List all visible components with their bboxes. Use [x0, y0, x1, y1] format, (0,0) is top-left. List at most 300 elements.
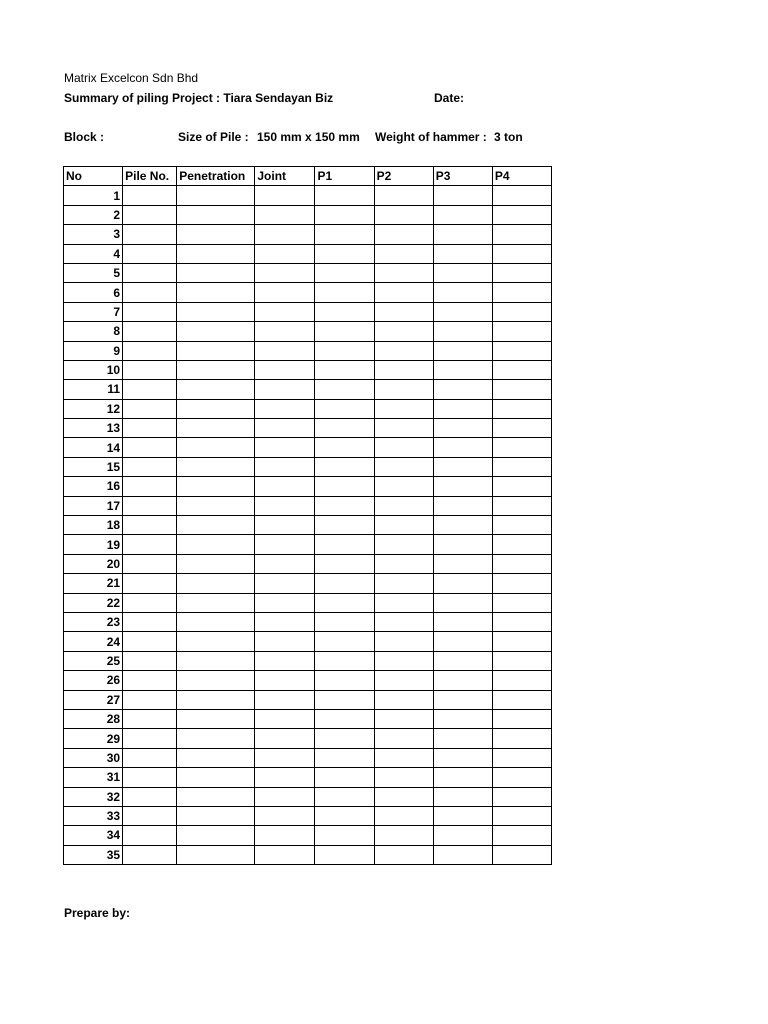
p2-cell [374, 826, 433, 845]
column-header-p4: P4 [492, 167, 551, 186]
joint-cell [255, 690, 315, 709]
row-number-cell: 34 [64, 826, 123, 845]
p4-cell [492, 399, 551, 418]
penetration-cell [177, 496, 255, 515]
p4-cell [492, 244, 551, 263]
table-row [64, 535, 552, 554]
p1-cell [315, 690, 374, 709]
p1-cell [315, 380, 374, 399]
penetration-cell [177, 244, 255, 263]
p4-cell [492, 826, 551, 845]
penetration-cell [177, 283, 255, 302]
p3-cell [433, 457, 492, 476]
p4-cell [492, 186, 551, 205]
p4-cell [492, 457, 551, 476]
p2-cell [374, 671, 433, 690]
p4-cell [492, 671, 551, 690]
p2-cell [374, 593, 433, 612]
column-header-joint: Joint [255, 167, 315, 186]
pile-no-cell [123, 612, 177, 631]
table-row [64, 186, 552, 205]
table-row [64, 477, 552, 496]
pile-no-cell [123, 574, 177, 593]
table-row [64, 826, 552, 845]
penetration-cell [177, 554, 255, 573]
penetration-cell [177, 419, 255, 438]
p4-cell [492, 360, 551, 379]
row-number-cell: 17 [64, 496, 123, 515]
p2-cell [374, 496, 433, 515]
pile-no-cell [123, 322, 177, 341]
pile-no-cell [123, 671, 177, 690]
penetration-cell [177, 477, 255, 496]
table-row [64, 516, 552, 535]
table-row [64, 205, 552, 224]
table-row [64, 263, 552, 282]
table-row [64, 360, 552, 379]
p3-cell [433, 671, 492, 690]
block-label: Block : [64, 130, 105, 144]
p2-cell [374, 651, 433, 670]
table-row [64, 496, 552, 515]
joint-cell [255, 787, 315, 806]
row-number-cell: 10 [64, 360, 123, 379]
row-number-cell: 16 [64, 477, 123, 496]
penetration-cell [177, 612, 255, 631]
penetration-cell [177, 322, 255, 341]
joint-cell [255, 341, 315, 360]
column-header-no: No [64, 167, 123, 186]
p1-cell [315, 806, 374, 825]
table-row [64, 632, 552, 651]
pile-no-cell [123, 787, 177, 806]
row-number-cell: 9 [64, 341, 123, 360]
pile-no-cell [123, 283, 177, 302]
hammer-weight-label: Weight of hammer : [375, 130, 487, 144]
table-row [64, 457, 552, 476]
row-number-cell: 7 [64, 302, 123, 321]
row-number-cell: 32 [64, 787, 123, 806]
p4-cell [492, 806, 551, 825]
joint-cell [255, 302, 315, 321]
pile-size-label: Size of Pile : [178, 130, 249, 144]
joint-cell [255, 360, 315, 379]
penetration-cell [177, 399, 255, 418]
p1-cell [315, 186, 374, 205]
company-name: Matrix Excelcon Sdn Bhd [64, 71, 199, 85]
p3-cell [433, 438, 492, 457]
p3-cell [433, 729, 492, 748]
row-number-cell: 3 [64, 225, 123, 244]
p2-cell [374, 690, 433, 709]
joint-cell [255, 826, 315, 845]
p2-cell [374, 516, 433, 535]
row-number-cell: 14 [64, 438, 123, 457]
penetration-cell [177, 709, 255, 728]
penetration-cell [177, 341, 255, 360]
p1-cell [315, 729, 374, 748]
row-number-cell: 5 [64, 263, 123, 282]
pile-no-cell [123, 845, 177, 864]
row-number-cell: 28 [64, 709, 123, 728]
row-number-cell: 24 [64, 632, 123, 651]
p4-cell [492, 263, 551, 282]
table-row [64, 380, 552, 399]
penetration-cell [177, 651, 255, 670]
pile-no-cell [123, 729, 177, 748]
p3-cell [433, 651, 492, 670]
p3-cell [433, 709, 492, 728]
row-number-cell: 20 [64, 554, 123, 573]
pile-no-cell [123, 593, 177, 612]
p4-cell [492, 419, 551, 438]
row-number-cell: 19 [64, 535, 123, 554]
p3-cell [433, 806, 492, 825]
penetration-cell [177, 186, 255, 205]
piling-summary-table [63, 166, 552, 865]
row-number-cell: 13 [64, 419, 123, 438]
column-header-penetration: Penetration [177, 167, 255, 186]
joint-cell [255, 574, 315, 593]
penetration-cell [177, 438, 255, 457]
joint-cell [255, 438, 315, 457]
p2-cell [374, 263, 433, 282]
p4-cell [492, 322, 551, 341]
joint-cell [255, 535, 315, 554]
row-number-cell: 21 [64, 574, 123, 593]
p3-cell [433, 360, 492, 379]
p2-cell [374, 380, 433, 399]
penetration-cell [177, 632, 255, 651]
row-number-cell: 35 [64, 845, 123, 864]
p2-cell [374, 535, 433, 554]
table-row [64, 225, 552, 244]
table-row [64, 244, 552, 263]
p1-cell [315, 612, 374, 631]
row-number-cell: 23 [64, 612, 123, 631]
p4-cell [492, 477, 551, 496]
table-row [64, 787, 552, 806]
p1-cell [315, 225, 374, 244]
p3-cell [433, 787, 492, 806]
p3-cell [433, 612, 492, 631]
pile-size-value: 150 mm x 150 mm [257, 130, 360, 144]
p1-cell [315, 651, 374, 670]
joint-cell [255, 225, 315, 244]
p4-cell [492, 845, 551, 864]
joint-cell [255, 709, 315, 728]
table-row [64, 671, 552, 690]
pile-no-cell [123, 419, 177, 438]
p1-cell [315, 244, 374, 263]
joint-cell [255, 768, 315, 787]
p4-cell [492, 496, 551, 515]
pile-no-cell [123, 806, 177, 825]
table-row [64, 768, 552, 787]
p3-cell [433, 845, 492, 864]
p2-cell [374, 477, 433, 496]
p2-cell [374, 748, 433, 767]
p4-cell [492, 574, 551, 593]
table-row [64, 690, 552, 709]
row-number-cell: 6 [64, 283, 123, 302]
joint-cell [255, 651, 315, 670]
p2-cell [374, 574, 433, 593]
row-number-cell: 22 [64, 593, 123, 612]
p3-cell [433, 205, 492, 224]
p3-cell [433, 322, 492, 341]
p2-cell [374, 399, 433, 418]
p1-cell [315, 205, 374, 224]
joint-cell [255, 806, 315, 825]
row-number-cell: 27 [64, 690, 123, 709]
pile-no-cell [123, 651, 177, 670]
penetration-cell [177, 205, 255, 224]
penetration-cell [177, 516, 255, 535]
p4-cell [492, 225, 551, 244]
table-header-row [64, 167, 552, 186]
row-number-cell: 29 [64, 729, 123, 748]
pile-no-cell [123, 709, 177, 728]
joint-cell [255, 283, 315, 302]
row-number-cell: 8 [64, 322, 123, 341]
penetration-cell [177, 845, 255, 864]
p3-cell [433, 380, 492, 399]
p1-cell [315, 419, 374, 438]
p1-cell [315, 554, 374, 573]
joint-cell [255, 322, 315, 341]
p2-cell [374, 806, 433, 825]
penetration-cell [177, 787, 255, 806]
p3-cell [433, 477, 492, 496]
pile-no-cell [123, 748, 177, 767]
p4-cell [492, 535, 551, 554]
joint-cell [255, 729, 315, 748]
table-row [64, 322, 552, 341]
row-number-cell: 11 [64, 380, 123, 399]
table-row [64, 399, 552, 418]
row-number-cell: 12 [64, 399, 123, 418]
p2-cell [374, 845, 433, 864]
row-number-cell: 1 [64, 186, 123, 205]
pile-no-cell [123, 380, 177, 399]
p1-cell [315, 322, 374, 341]
pile-no-cell [123, 186, 177, 205]
p1-cell [315, 709, 374, 728]
p4-cell [492, 593, 551, 612]
p3-cell [433, 244, 492, 263]
p3-cell [433, 419, 492, 438]
penetration-cell [177, 729, 255, 748]
table-row [64, 419, 552, 438]
p2-cell [374, 457, 433, 476]
p1-cell [315, 787, 374, 806]
table-row [64, 438, 552, 457]
p2-cell [374, 360, 433, 379]
table-row [64, 593, 552, 612]
row-number-cell: 31 [64, 768, 123, 787]
p4-cell [492, 380, 551, 399]
hammer-weight-value: 3 ton [494, 130, 523, 144]
pile-no-cell [123, 768, 177, 787]
penetration-cell [177, 768, 255, 787]
column-header-p2: P2 [374, 167, 433, 186]
table-row [64, 612, 552, 631]
pile-no-cell [123, 302, 177, 321]
table-row [64, 729, 552, 748]
table-row [64, 341, 552, 360]
p3-cell [433, 399, 492, 418]
penetration-cell [177, 263, 255, 282]
p1-cell [315, 748, 374, 767]
row-number-cell: 15 [64, 457, 123, 476]
p2-cell [374, 322, 433, 341]
p3-cell [433, 690, 492, 709]
column-header-p3: P3 [433, 167, 492, 186]
pile-no-cell [123, 360, 177, 379]
project-summary-title: Summary of piling Project : Tiara Sendayan Biz [64, 91, 334, 105]
table-body [64, 186, 552, 865]
joint-cell [255, 205, 315, 224]
p1-cell [315, 477, 374, 496]
column-header-pile-no: Pile No. [123, 167, 177, 186]
row-number-cell: 2 [64, 205, 123, 224]
table-row [64, 709, 552, 728]
p3-cell [433, 554, 492, 573]
p2-cell [374, 438, 433, 457]
p3-cell [433, 748, 492, 767]
penetration-cell [177, 806, 255, 825]
p3-cell [433, 263, 492, 282]
joint-cell [255, 845, 315, 864]
row-number-cell: 4 [64, 244, 123, 263]
p3-cell [433, 535, 492, 554]
pile-no-cell [123, 438, 177, 457]
joint-cell [255, 632, 315, 651]
pile-no-cell [123, 225, 177, 244]
p2-cell [374, 612, 433, 631]
p4-cell [492, 690, 551, 709]
p1-cell [315, 768, 374, 787]
p4-cell [492, 748, 551, 767]
p2-cell [374, 186, 433, 205]
penetration-cell [177, 535, 255, 554]
p2-cell [374, 225, 433, 244]
p1-cell [315, 535, 374, 554]
pile-no-cell [123, 205, 177, 224]
p2-cell [374, 244, 433, 263]
joint-cell [255, 593, 315, 612]
pile-no-cell [123, 341, 177, 360]
row-number-cell: 26 [64, 671, 123, 690]
p2-cell [374, 205, 433, 224]
row-number-cell: 25 [64, 651, 123, 670]
p4-cell [492, 554, 551, 573]
penetration-cell [177, 380, 255, 399]
p4-cell [492, 516, 551, 535]
table-row [64, 845, 552, 864]
table-row [64, 302, 552, 321]
pile-no-cell [123, 632, 177, 651]
pile-no-cell [123, 690, 177, 709]
table-row [64, 748, 552, 767]
pile-no-cell [123, 477, 177, 496]
p4-cell [492, 205, 551, 224]
p3-cell [433, 283, 492, 302]
p1-cell [315, 516, 374, 535]
table-row [64, 554, 552, 573]
joint-cell [255, 477, 315, 496]
p4-cell [492, 438, 551, 457]
joint-cell [255, 457, 315, 476]
pile-no-cell [123, 263, 177, 282]
p1-cell [315, 399, 374, 418]
p1-cell [315, 457, 374, 476]
p1-cell [315, 671, 374, 690]
penetration-cell [177, 302, 255, 321]
p3-cell [433, 496, 492, 515]
p2-cell [374, 729, 433, 748]
penetration-cell [177, 826, 255, 845]
penetration-cell [177, 360, 255, 379]
p3-cell [433, 593, 492, 612]
table-row [64, 283, 552, 302]
row-number-cell: 33 [64, 806, 123, 825]
p2-cell [374, 302, 433, 321]
joint-cell [255, 244, 315, 263]
joint-cell [255, 671, 315, 690]
joint-cell [255, 186, 315, 205]
row-number-cell: 18 [64, 516, 123, 535]
penetration-cell [177, 457, 255, 476]
pile-no-cell [123, 554, 177, 573]
table-row [64, 574, 552, 593]
p4-cell [492, 302, 551, 321]
prepare-by-label: Prepare by: [64, 906, 131, 920]
joint-cell [255, 748, 315, 767]
p4-cell [492, 632, 551, 651]
p1-cell [315, 632, 374, 651]
penetration-cell [177, 225, 255, 244]
p3-cell [433, 516, 492, 535]
p1-cell [315, 438, 374, 457]
pile-no-cell [123, 457, 177, 476]
p3-cell [433, 826, 492, 845]
p1-cell [315, 826, 374, 845]
joint-cell [255, 380, 315, 399]
p2-cell [374, 709, 433, 728]
penetration-cell [177, 748, 255, 767]
pile-no-cell [123, 826, 177, 845]
date-label: Date: [434, 91, 465, 105]
table-row [64, 806, 552, 825]
penetration-cell [177, 671, 255, 690]
column-header-p1: P1 [315, 167, 374, 186]
joint-cell [255, 554, 315, 573]
p4-cell [492, 787, 551, 806]
p4-cell [492, 729, 551, 748]
p4-cell [492, 283, 551, 302]
p4-cell [492, 612, 551, 631]
p3-cell [433, 632, 492, 651]
pile-no-cell [123, 244, 177, 263]
pile-no-cell [123, 399, 177, 418]
p4-cell [492, 341, 551, 360]
p3-cell [433, 574, 492, 593]
p1-cell [315, 845, 374, 864]
p1-cell [315, 283, 374, 302]
table-row [64, 651, 552, 670]
